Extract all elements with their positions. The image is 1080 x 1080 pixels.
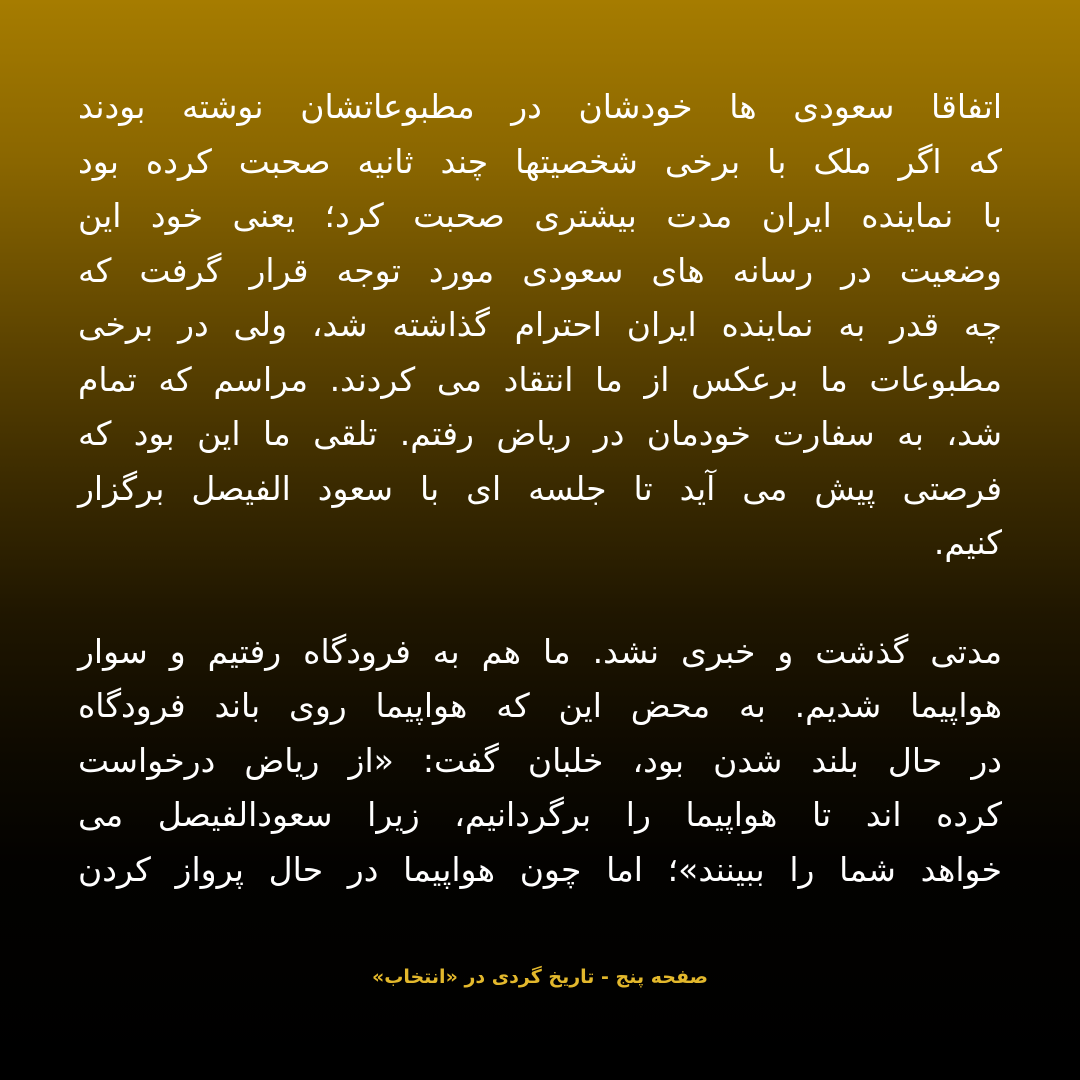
paragraph-2 bbox=[78, 625, 1002, 898]
text-line: مطبوعات ما برعکس از ما انتقاد می کردند. مراسم که تمام bbox=[78, 359, 1002, 399]
page-caption: صفحه پنج - تاریخ گردی در «انتخاب» bbox=[371, 966, 709, 988]
text-line: خواهد شما را ببینند»؛ اما چون هواپیما در حال پرواز کردن bbox=[78, 849, 1002, 889]
text-line: با نماینده ایران مدت بیشتری صحبت کرد؛ یعنی خود این bbox=[78, 196, 1002, 235]
text-line: اتفاقا سعودی ها خودشان در مطبوعاتشان نوشته بودند bbox=[78, 87, 1002, 126]
article-body bbox=[78, 80, 1002, 897]
text-line: هواپیما شدیم. به محض این که هواپیما روی باند فرودگاه bbox=[78, 686, 1002, 725]
text-line: در حال بلند شدن بود، خلبان گفت: «از ریاض درخواست bbox=[78, 740, 1002, 780]
text-line: کرده اند تا هواپیما را برگردانیم، زیرا سعودالفیصل می bbox=[78, 795, 1002, 834]
text-line: وضعیت در رسانه های سعودی مورد توجه قرار گرفت که bbox=[78, 250, 1002, 290]
text-line: که اگر ملک با برخی شخصیتها چند ثانیه صحبت کرده بود bbox=[78, 141, 1002, 181]
text-line: کنیم. bbox=[933, 523, 1002, 562]
paragraph-1 bbox=[78, 80, 1002, 571]
text-line: فرصتی پیش می آید تا جلسه ای با سعود الفیصل برگزار bbox=[78, 468, 1002, 508]
text-line: شد، به سفارت خودمان در ریاض رفتم. تلقی ما این بود که bbox=[78, 414, 1002, 453]
text-line: چه قدر به نماینده ایران احترام گذاشته شد، ولی در برخی bbox=[78, 305, 1002, 344]
text-line: مدتی گذشت و خبری نشد. ما هم به فرودگاه رفتیم و سوار bbox=[78, 631, 1002, 671]
